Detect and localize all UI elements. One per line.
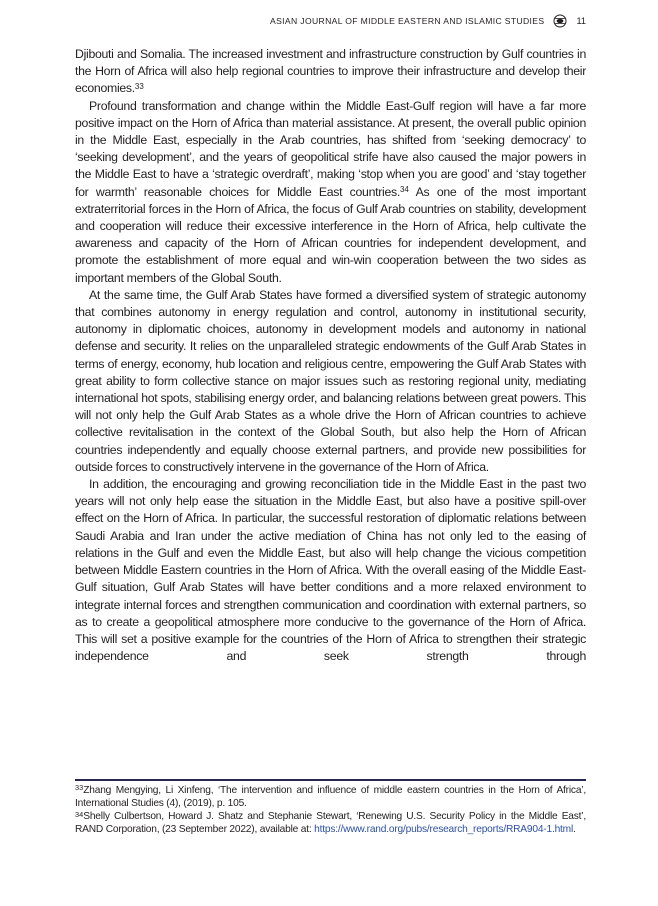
body-paragraph-3 [75, 287, 586, 476]
running-head [75, 14, 586, 28]
footnote-divider [75, 779, 586, 781]
footnote-ref-34: 34 [399, 185, 409, 195]
footnote-text: Shelly Culbertson, Howard J. Shatz and Stephanie Stewart, ‘Renewing U.S. Security Policy in the Middle East’, RAND Corporation, (23 September 2022), available at: [75, 811, 586, 836]
paragraph-text: Profound transformation and change within the Middle East-Gulf region will have a far more positive impact on the Horn of Africa than material assistance. At present, the overall public opinion in the Middle East, especially in the Arab countries, has shifted from ‘seeking democracy’ to ‘seeking development’, and the years of geopolitical strife have also caused the major powers in the Middle East to have a ‘strategic overdraft’, making ‘stop when you are good’ and ‘stay together for warmth’ reasonable choices for Middle East countries. [75, 98, 586, 199]
footnote-text: Zhang Mengying, Li Xinfeng, ‘The intervention and influence of middle eastern countries in the Horn of Africa’, International Studies (4), (2019), p. 105. [75, 784, 586, 809]
footnote-text: . [573, 824, 576, 836]
rand-report-link[interactable]: https://www.rand.org/pubs/research_reports/RRA904-1.html [314, 824, 574, 836]
footnote-marker-33: 33 [75, 783, 84, 793]
body-paragraph-2 [75, 98, 586, 287]
footnote-marker-34: 34 [75, 809, 84, 819]
paragraph-text: As one of the most important extraterritorial forces in the Horn of Africa, the focus of Gulf Arab countries on stability, development and cooperation will reduce their excessive interference in the Horn of Africa, help cultivate the awareness and capacity of the Horn of African countries for independent development, and promote the establishment of more equal and win-win cooperation between the two sides as important members of the Global South. [75, 184, 587, 285]
paragraph-text: In addition, the encouraging and growing reconciliation tide in the Middle East in the past two years will not only help ease the situation in the Middle East, but also have a positive spill-over effect on the Horn of Africa. In particular, the successful restoration of diplomatic relations between Saudi Arabia and Iran under the active mediation of China has not only led to the easing of relations in the Gulf and even the Middle East, but also will help change the vicious competition between Middle Eastern countries in the Horn of Africa. With the overall easing of the Middle East-Gulf situation, Gulf Arab States will have better conditions and a more relaxed environment to integrate internal forces and strengthen communication and coordination with external partners, so as to create a geopolitical atmosphere more conducive to the governance of the Horn of Africa. This will set a positive example for the countries of the Horn of Africa to strengthen their strategic independence and seek strength through [75, 477, 586, 664]
paragraph-text: Djibouti and Somalia. The increased investment and infrastructure construction by Gulf countries in the Horn of Africa will also help regional countries to improve their infrastructure and develop their economies. [75, 47, 586, 96]
taylor-francis-logo-icon [553, 14, 567, 28]
footnote-33 [75, 784, 586, 811]
article-body [75, 46, 586, 665]
page-number: 11 [576, 16, 586, 26]
body-paragraph-4 [75, 476, 586, 665]
paragraph-text: At the same time, the Gulf Arab States have formed a diversified system of strategic autonomy that combines autonomy in energy regulation and control, autonomy in institutional security, autonomy in diplomatic choices, autonomy in development models and autonomy in national defense and security. It relies on the unparalleled strategic endowments of the Gulf Arab States in terms of energy, economy, hub location and religious centre, empowering the Gulf Arab States with great ability to form collective stance on major issues such as restoring regional unity, mediating international hot spots, stabilising energy order, and balancing relations between great powers. This will not only help the Gulf Arab States as a whole drive the Horn of African countries to achieve collective revitalisation in the context of the Global South, but also help the Horn of African countries independently and equally choose external partners, and provide new possibilities for outside forces to constructively intervene in the governance of the Horn of Africa. [75, 287, 586, 474]
body-paragraph-1 [75, 46, 586, 98]
footnote-ref-33: 33 [134, 81, 144, 91]
footnotes-section [75, 779, 586, 837]
journal-title: ASIAN JOURNAL OF MIDDLE EASTERN AND ISLAMIC STUDIES [270, 16, 545, 26]
footnote-34 [75, 810, 586, 837]
